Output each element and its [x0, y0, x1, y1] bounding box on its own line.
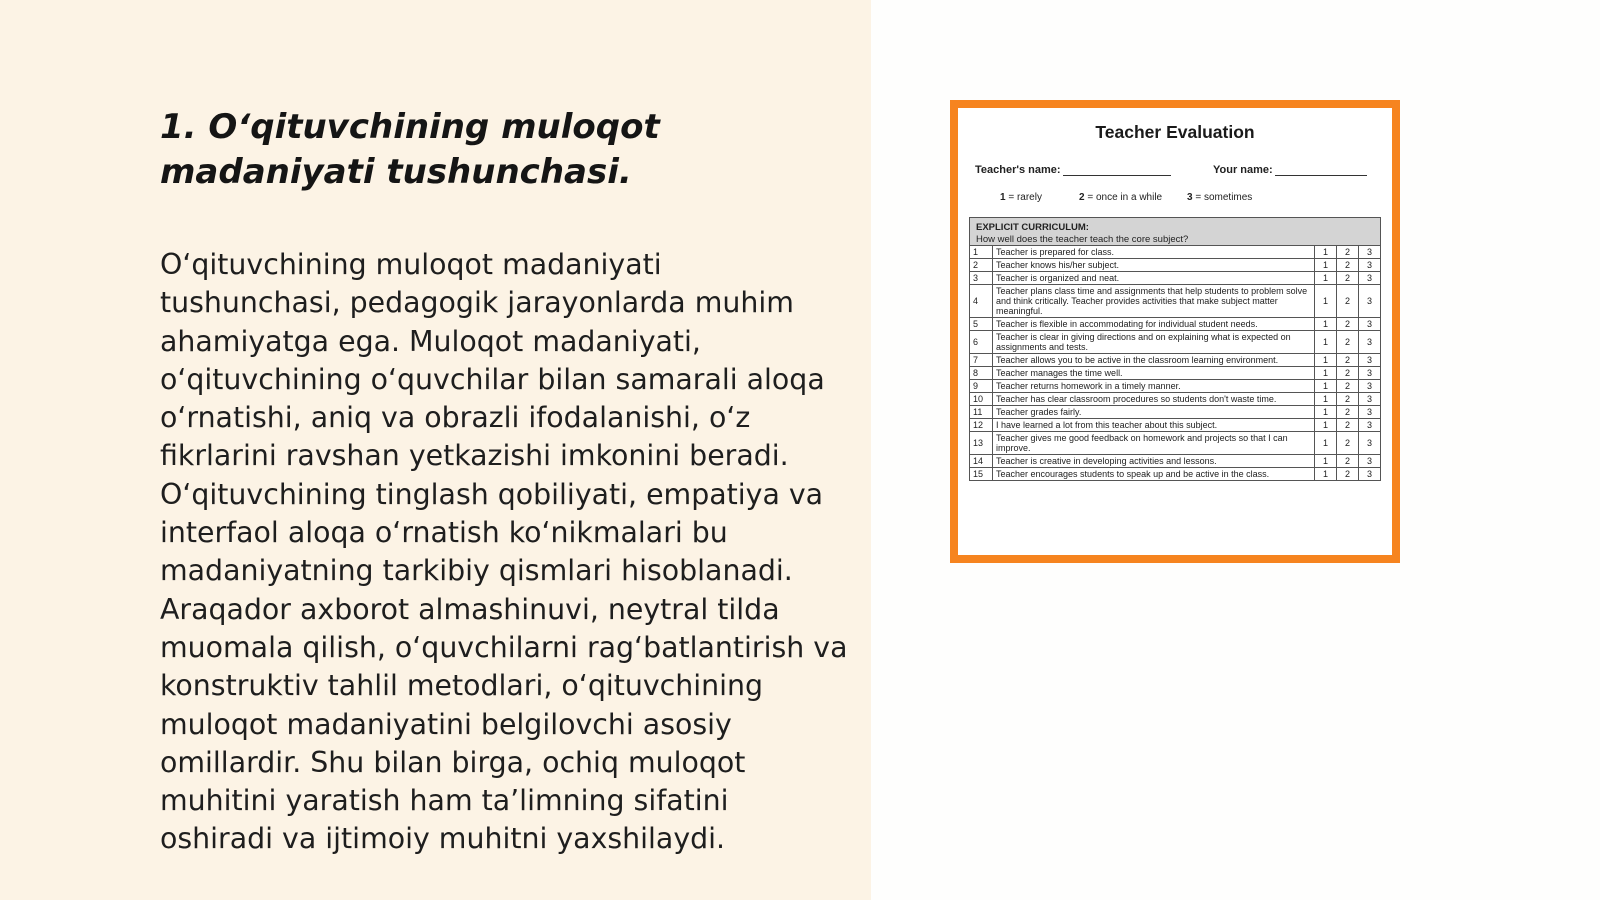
teacher-name-label: Teacher's name:: [975, 164, 1061, 176]
rating-option-2: 2: [1337, 318, 1359, 331]
item-number: 11: [970, 406, 993, 419]
evaluation-table-box: [969, 217, 1381, 481]
rating-option-1: 1: [1315, 272, 1337, 285]
rating-option-2: 2: [1337, 259, 1359, 272]
table-row: [970, 318, 1380, 331]
rating-option-3: 3: [1359, 354, 1381, 367]
item-statement: Teacher is creative in developing activities and lessons.: [993, 455, 1315, 468]
item-number: 1: [970, 246, 993, 259]
rating-option-1: 1: [1315, 432, 1337, 455]
scale-legend-2: [1079, 192, 1162, 203]
section-header: [970, 218, 1380, 246]
table-row: [970, 272, 1380, 285]
item-statement: Teacher allows you to be active in the classroom learning environment.: [993, 354, 1315, 367]
rating-option-1: 1: [1315, 285, 1337, 318]
rating-option-2: 2: [1337, 331, 1359, 354]
rating-option-3: 3: [1359, 285, 1381, 318]
table-row: [970, 354, 1380, 367]
item-statement: Teacher is flexible in accommodating for individual student needs.: [993, 318, 1315, 331]
rating-option-3: 3: [1359, 419, 1381, 432]
item-statement: Teacher has clear classroom procedures so students don't waste time.: [993, 393, 1315, 406]
rating-option-3: 3: [1359, 406, 1381, 419]
rating-option-2: 2: [1337, 468, 1359, 481]
item-number: 6: [970, 331, 993, 354]
slide-body-text: O‘qituvchining muloqot madaniyati tushunchasi, pedagogik jarayonlarda muhim ahamiyatga ega. Muloqot madaniyati, o‘qituvchining o‘quvchilar bilan samarali aloqa o‘rnatishi, aniq va obrazli ifodalanishi, o‘z fikrlarini ravshan yetkazishi imkonini beradi. O‘qituvchining tinglash qobiliyati, empatiya va interfaol aloqa o‘rnatish ko‘nikmalari bu madaniyatning tarkibiy qismlari hisoblanadi. Araqador axborot almashinuvi, neytral tilda muomala qilish, o‘quvchilarni rag‘batlantirish va konstruktiv tahlil metodlari, o‘qituvchining muloqot madaniyatini belgilovchi asosiy omillardir. Shu bilan birga, ochiq muloqot muhitini yaratish ham ta’limning sifatini oshiradi va ijtimoiy muhitni yaxshilaydi.: [160, 248, 848, 856]
teacher-evaluation-image: [950, 100, 1400, 563]
item-number: 9: [970, 380, 993, 393]
scale-text: = sometimes: [1195, 192, 1253, 203]
evaluation-table: [970, 246, 1380, 480]
rating-option-1: 1: [1315, 331, 1337, 354]
your-name-field: [1213, 164, 1367, 176]
rating-option-3: 3: [1359, 393, 1381, 406]
rating-option-2: 2: [1337, 406, 1359, 419]
item-number: 15: [970, 468, 993, 481]
rating-option-3: 3: [1359, 331, 1381, 354]
teacher-name-field: [975, 164, 1171, 176]
scale-text: = rarely: [1008, 192, 1042, 203]
rating-option-3: 3: [1359, 246, 1381, 259]
rating-option-1: 1: [1315, 367, 1337, 380]
item-statement: Teacher plans class time and assignments that help students to problem solve and think critically. Teacher provides activities that make subject matter meaningful.: [993, 285, 1315, 318]
teacher-name-line: [1063, 165, 1171, 176]
item-number: 7: [970, 354, 993, 367]
item-number: 13: [970, 432, 993, 455]
table-row: [970, 468, 1380, 481]
rating-option-1: 1: [1315, 246, 1337, 259]
scale-number: 1: [1000, 192, 1006, 203]
item-number: 14: [970, 455, 993, 468]
rating-option-2: 2: [1337, 272, 1359, 285]
table-row: [970, 432, 1380, 455]
rating-option-1: 1: [1315, 380, 1337, 393]
rating-option-2: 2: [1337, 246, 1359, 259]
item-statement: Teacher returns homework in a timely manner.: [993, 380, 1315, 393]
item-number: 10: [970, 393, 993, 406]
table-row: [970, 406, 1380, 419]
rating-option-1: 1: [1315, 318, 1337, 331]
scale-text: = once in a while: [1087, 192, 1163, 203]
item-statement: Teacher encourages students to speak up and be active in the class.: [993, 468, 1315, 481]
your-name-line: [1275, 165, 1367, 176]
rating-option-2: 2: [1337, 432, 1359, 455]
item-statement: Teacher gives me good feedback on homework and projects so that I can improve.: [993, 432, 1315, 455]
section-question: How well does the teacher teach the core subject?: [976, 234, 1189, 245]
section-title: EXPLICIT CURRICULUM:: [976, 222, 1089, 233]
rating-option-2: 2: [1337, 455, 1359, 468]
table-row: [970, 419, 1380, 432]
rating-option-1: 1: [1315, 259, 1337, 272]
rating-option-1: 1: [1315, 419, 1337, 432]
table-row: [970, 367, 1380, 380]
scale-number: 2: [1079, 192, 1085, 203]
item-statement: I have learned a lot from this teacher about this subject.: [993, 419, 1315, 432]
item-number: 8: [970, 367, 993, 380]
rating-option-2: 2: [1337, 393, 1359, 406]
rating-option-1: 1: [1315, 468, 1337, 481]
rating-option-3: 3: [1359, 455, 1381, 468]
rating-option-2: 2: [1337, 285, 1359, 318]
rating-option-1: 1: [1315, 393, 1337, 406]
item-statement: Teacher manages the time well.: [993, 367, 1315, 380]
slide-title: 1. O‘qituvchining muloqot madaniyati tushunchasi.: [160, 107, 660, 192]
item-statement: Teacher knows his/her subject.: [993, 259, 1315, 272]
item-number: 3: [970, 272, 993, 285]
scale-number: 3: [1187, 192, 1193, 203]
item-number: 4: [970, 285, 993, 318]
item-statement: Teacher is prepared for class.: [993, 246, 1315, 259]
rating-option-3: 3: [1359, 259, 1381, 272]
table-row: [970, 246, 1380, 259]
table-row: [970, 285, 1380, 318]
rating-option-2: 2: [1337, 419, 1359, 432]
scale-legend-3: [1187, 192, 1252, 203]
scale-legend-1: [1000, 192, 1042, 203]
table-row: [970, 331, 1380, 354]
item-number: 12: [970, 419, 993, 432]
rating-option-3: 3: [1359, 272, 1381, 285]
rating-option-2: 2: [1337, 354, 1359, 367]
table-row: [970, 455, 1380, 468]
item-number: 2: [970, 259, 993, 272]
rating-option-2: 2: [1337, 367, 1359, 380]
item-statement: Teacher is clear in giving directions and on explaining what is expected on assignments and tests.: [993, 331, 1315, 354]
item-statement: Teacher grades fairly.: [993, 406, 1315, 419]
table-row: [970, 393, 1380, 406]
rating-option-1: 1: [1315, 354, 1337, 367]
rating-option-1: 1: [1315, 455, 1337, 468]
rating-option-3: 3: [1359, 380, 1381, 393]
rating-option-3: 3: [1359, 367, 1381, 380]
rating-option-3: 3: [1359, 432, 1381, 455]
rating-option-3: 3: [1359, 318, 1381, 331]
rating-option-2: 2: [1337, 380, 1359, 393]
item-number: 5: [970, 318, 993, 331]
your-name-label: Your name:: [1213, 164, 1273, 176]
table-row: [970, 380, 1380, 393]
rating-option-3: 3: [1359, 468, 1381, 481]
table-row: [970, 259, 1380, 272]
rating-option-1: 1: [1315, 406, 1337, 419]
item-statement: Teacher is organized and neat.: [993, 272, 1315, 285]
evaluation-title: Teacher Evaluation: [1095, 122, 1255, 142]
